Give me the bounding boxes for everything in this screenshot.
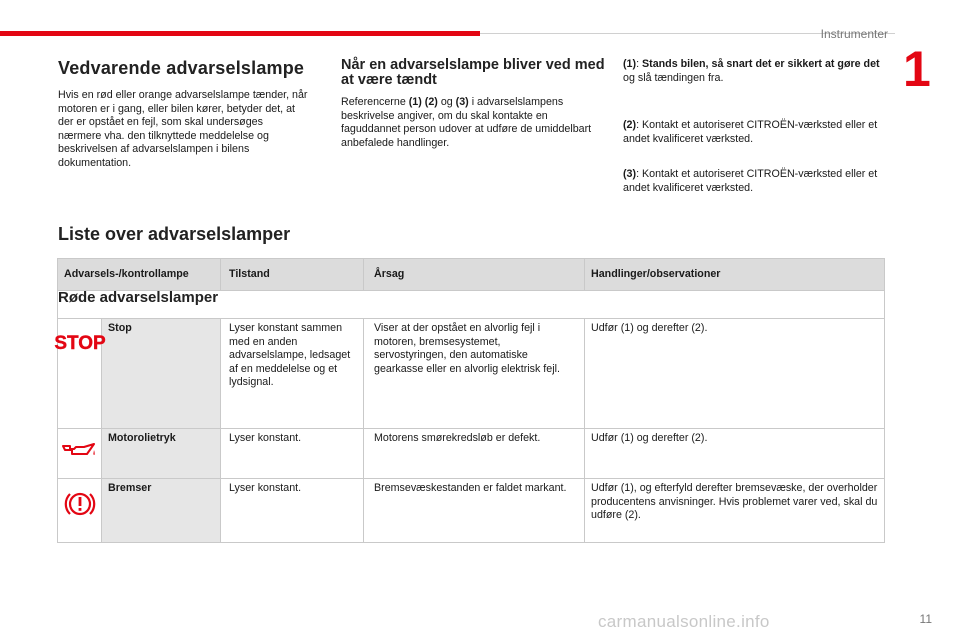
heading-warning-list: Liste over advarselslamper <box>58 224 291 244</box>
group-row-red <box>58 291 885 319</box>
column-header-lamp: Advarsels-/kontrollampe <box>58 259 221 291</box>
chapter-number: 1 <box>903 41 931 97</box>
paragraph-lamp-stays-on: Referencerne (1) (2) og (3) i advarselslampens beskrivelse angiver, om du skal kontakte en faguddannet person udover at udføre de umiddelbart anbefalede handlinger. <box>341 96 592 149</box>
paragraph-persistent-lamp: Hvis en rød eller orange advarselslampe tænder, når motoren er i gang, eller bilen kører, betyder det, at der er opstået en fejl, som skal undersøges nærmere vha. den tilknyttede meddelelse og beskrivelsen af advarselslampen i bilens dokumentation. <box>58 89 308 169</box>
lamp-name: Stop <box>102 319 221 429</box>
red-header-bar <box>0 31 480 36</box>
lamp-name: Motorolietryk <box>102 429 221 479</box>
watermark: carmanualsonline.info <box>598 612 770 631</box>
lamp-action: Udfør (1) og derefter (2). <box>585 319 885 429</box>
reference-3: (3): Kontakt et autoriseret CITROËN-værksted eller et andet kvalificeret værksted. <box>623 168 878 194</box>
heading-persistent-lamp: Vedvarende advarselslampe <box>58 58 305 78</box>
icon-cell <box>53 319 106 429</box>
reference-1: (1): Stands bilen, så snart det er sikkert at gøre det og slå tændingen fra. <box>623 58 880 84</box>
table-row <box>58 429 885 479</box>
lamp-state: Lyser konstant. <box>221 479 364 543</box>
oil-can-icon <box>60 440 100 460</box>
table-header-row <box>58 259 885 291</box>
icon-cell <box>58 479 102 543</box>
lamp-cause: Viser at der opstået en alvorlig fejl i motoren, bremsesystemet, servostyringen, den automatiske gearkasse eller en alvorlig elektrisk fejl. <box>364 319 585 429</box>
column-header-cause: Årsag <box>364 259 585 291</box>
heading-lamp-stays-on: Når en advarselslampe bliver ved med at være tændt <box>341 57 605 88</box>
section-title: Instrumenter <box>820 27 888 41</box>
group-title-red: Røde advarselslamper <box>58 291 885 319</box>
warning-lamp-table <box>53 258 885 543</box>
column-header-action: Handlinger/observationer <box>585 259 885 291</box>
stop-icon <box>53 331 106 354</box>
lamp-action: Udfør (1), og efterfyld derefter bremsevæske, der overholder producentens anvisninger. Hvis problemet varer ved, skal du udføre (2). <box>585 479 885 543</box>
table-row <box>58 479 885 543</box>
page-number: 11 <box>919 612 932 626</box>
lamp-cause: Motorens smørekredsløb er defekt. <box>364 429 585 479</box>
lamp-state: Lyser konstant sammen med en anden advarselslampe, ledsaget af en meddelelse og et lydsignal. <box>221 319 364 429</box>
stop-icon-text: STOP <box>53 333 106 354</box>
lamp-state: Lyser konstant. <box>221 429 364 479</box>
table-row <box>58 319 885 429</box>
lamp-cause: Bremsevæskestanden er faldet markant. <box>364 479 585 543</box>
brake-warning-icon <box>62 489 98 519</box>
lamp-action: Udfør (1) og derefter (2). <box>585 429 885 479</box>
reference-2: (2): Kontakt et autoriseret CITROËN-værksted eller et andet kvalificeret værksted. <box>623 119 878 145</box>
lamp-name: Bremser <box>102 479 221 543</box>
icon-cell <box>58 429 102 479</box>
column-header-state: Tilstand <box>221 259 364 291</box>
